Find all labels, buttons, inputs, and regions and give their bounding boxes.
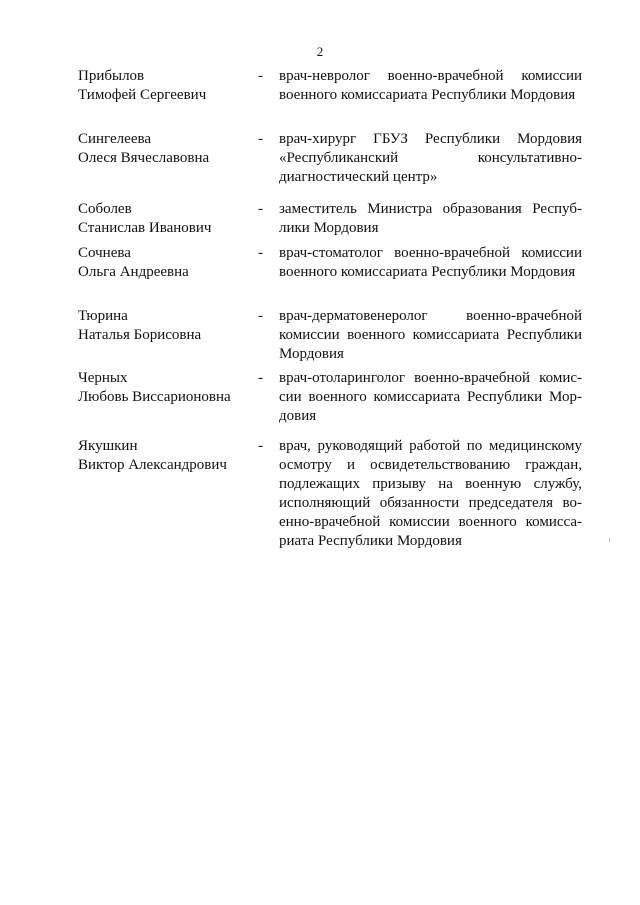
person-name	[78, 244, 258, 282]
dash-separator: -	[258, 131, 263, 147]
surname: Прибылов	[78, 68, 145, 84]
position-description: врач-невролог военно-врачебной комиссии военного комиссариата Республики Мордовия	[279, 68, 582, 103]
position-description: врач-хирург ГБУЗ Республики Мордовия «Республиканский консультативно-диагностический центр»	[279, 131, 582, 185]
given-names: Виктор Александрович	[78, 457, 227, 473]
dash-separator: -	[258, 370, 263, 386]
scan-speck	[609, 538, 610, 542]
given-names: Ольга Андреевна	[78, 264, 189, 280]
given-names: Олеся Вячеславовна	[78, 150, 210, 166]
given-names: Станислав Иванович	[78, 220, 212, 236]
person-name	[78, 307, 258, 345]
person-name	[78, 369, 258, 407]
surname: Сингелеева	[78, 131, 152, 147]
position-description: врач-стоматолог военно-врачебной комиссии военного комиссариата Республики Мордовия	[279, 245, 582, 280]
given-names: Тимофей Сергеевич	[78, 87, 207, 103]
person-name	[78, 130, 258, 168]
surname: Сочнева	[78, 245, 131, 261]
position-description: врач, руководящий работой по медицинскому осмотру и освидетельствованию граждан, подлежащих призыву на военную службу, исполняющий обязанности председателя военно-врачебной комиссии военного комиссариата Республики Мордовия	[279, 438, 582, 549]
dash-separator: -	[258, 245, 263, 261]
page-number: 2	[316, 44, 324, 59]
surname: Якушкин	[78, 438, 138, 454]
given-names: Любовь Виссарионовна	[78, 389, 231, 405]
position-description: врач-отоларинголог военно-врачебной комиссии военного комиссариата Республики Мордовия	[279, 370, 582, 424]
surname: Тюрина	[78, 308, 128, 324]
person-name	[78, 437, 258, 475]
dash-separator: -	[258, 68, 263, 84]
dash-separator: -	[258, 201, 263, 217]
surname: Черных	[78, 370, 128, 386]
position-description: заместитель Министра образования Республики Мордовия	[279, 201, 582, 236]
surname: Соболев	[78, 201, 132, 217]
position-description: врач-дерматовенеролог военно-врачебной комиссии военного комиссариата Республики Мордовия	[279, 308, 582, 362]
dash-separator: -	[258, 308, 263, 324]
dash-separator: -	[258, 438, 263, 454]
person-name	[78, 200, 258, 238]
given-names: Наталья Борисовна	[78, 327, 202, 343]
person-name	[78, 67, 258, 105]
